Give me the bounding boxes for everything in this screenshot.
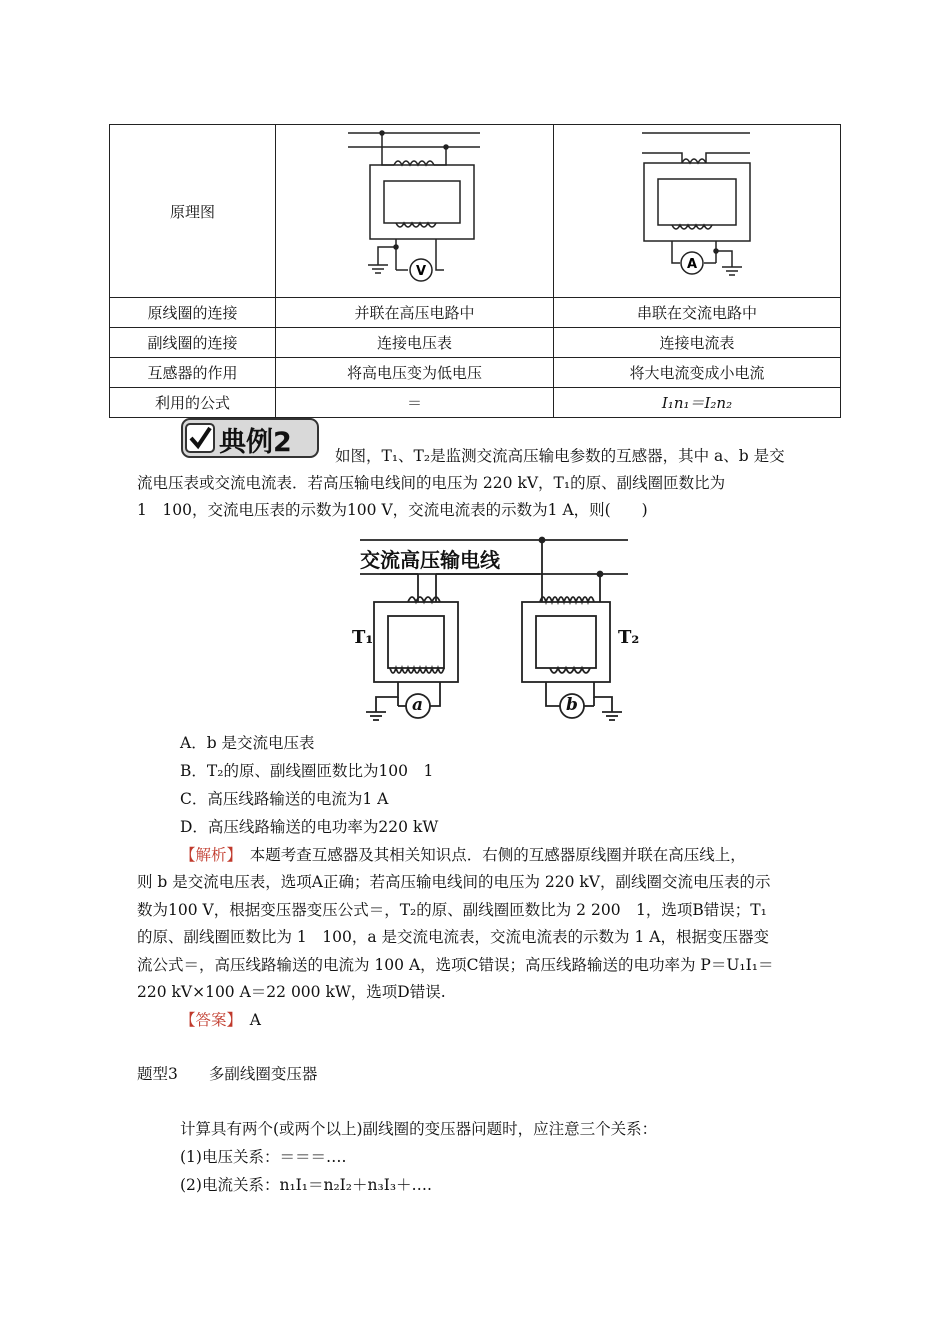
table-row xyxy=(110,358,841,388)
voltage-transformer-diagram xyxy=(276,125,554,298)
cell-right: I₁n₁＝I₂n₂ xyxy=(553,388,840,418)
example-badge xyxy=(181,418,319,458)
analysis-text: 本题考查互感器及其相关知识点．右侧的互感器原线圈并联在高压线上， xyxy=(234,846,746,864)
cell-left: 将高电压变为低电压 xyxy=(276,358,554,388)
answer-line xyxy=(180,1010,261,1030)
comparison-table xyxy=(109,124,841,418)
option-d: D．高压线路输送的电功率为220 kW xyxy=(180,818,439,836)
cell-left: 连接电压表 xyxy=(276,328,554,358)
voltage-transformer-svg xyxy=(276,125,552,293)
current-transformer-diagram xyxy=(553,125,840,298)
example-line: 1 100，交流电压表的示数为100 V，交流电流表的示数为1 A，则( ) xyxy=(137,501,648,519)
example-line: 流电压表或交流电流表．若高压输电线间的电压为 220 kV，T₁的原、副线圈匝数比为 xyxy=(137,474,726,492)
analysis-tag: 【解析】 xyxy=(180,846,235,864)
answer-value: A xyxy=(234,1011,261,1029)
current-transformer-svg xyxy=(554,125,839,293)
analysis-line: 的原、副线圈匝数比为 1 100，a 是交流电流表，交流电流表的示数为 1 A，根据变压器变 xyxy=(137,928,769,946)
row-label: 原理图 xyxy=(110,125,276,298)
analysis-line: 则 b 是交流电压表，选项A正确；若高压输电线间的电压为 220 kV，副线圈交流电压表的示 xyxy=(137,873,771,891)
table-row xyxy=(110,328,841,358)
badge-label: 典例2 xyxy=(219,427,292,458)
cell-right: 串联在交流电路中 xyxy=(553,298,840,328)
notes-item: (1)电压关系：＝＝＝…. xyxy=(180,1148,347,1166)
svg-text:V: V xyxy=(416,264,427,279)
cell-left: ＝ xyxy=(276,388,554,418)
circuit-figure xyxy=(350,532,650,722)
row-label: 利用的公式 xyxy=(110,388,276,418)
option-b: B．T₂的原、副线圈匝数比为100 1 xyxy=(180,762,434,780)
analysis-line: 数为100 V，根据变压器变压公式＝，T₂的原、副线圈匝数比为 2 200 1，选项B错误；T₁ xyxy=(137,901,767,919)
row-label: 原线圈的连接 xyxy=(110,298,276,328)
row-label: 互感器的作用 xyxy=(110,358,276,388)
analysis-line: 流公式＝，高压线路输送的电流为 100 A，选项C错误；高压线路输送的电功率为 P＝U₁I₁＝ xyxy=(137,956,774,974)
row-label: 副线圈的连接 xyxy=(110,328,276,358)
meter-a-label: a xyxy=(412,695,424,715)
circuit-svg xyxy=(350,532,650,722)
analysis-line: 220 kV×100 A＝22 000 kW，选项D错误. xyxy=(137,983,446,1001)
cell-right: 连接电流表 xyxy=(553,328,840,358)
t1-label: T₁ xyxy=(352,627,374,648)
table-row xyxy=(110,125,841,298)
meter-b-label: b xyxy=(566,695,578,715)
table-row xyxy=(110,298,841,328)
figure-title: 交流高压输电线 xyxy=(360,548,500,572)
t2-label: T₂ xyxy=(618,627,640,648)
answer-tag: 【答案】 xyxy=(180,1011,235,1029)
notes-intro: 计算具有两个(或两个以上)副线圈的变压器问题时，应注意三个关系： xyxy=(180,1120,658,1138)
option-c: C．高压线路输送的电流为1 A xyxy=(180,790,389,808)
section-title: 题型3 多副线圈变压器 xyxy=(137,1065,318,1083)
example-line: 如图，T₁、T₂是监测交流高压输电参数的互感器，其中 a、b 是交 xyxy=(335,447,785,465)
cell-right: 将大电流变成小电流 xyxy=(553,358,840,388)
notes-item: (2)电流关系：n₁I₁＝n₂I₂＋n₃I₃＋…. xyxy=(180,1176,432,1194)
analysis-first-line xyxy=(180,845,746,865)
table-row xyxy=(110,388,841,418)
svg-text:A: A xyxy=(687,257,698,272)
cell-left: 并联在高压电路中 xyxy=(276,298,554,328)
option-a: A．b 是交流电压表 xyxy=(180,734,315,752)
